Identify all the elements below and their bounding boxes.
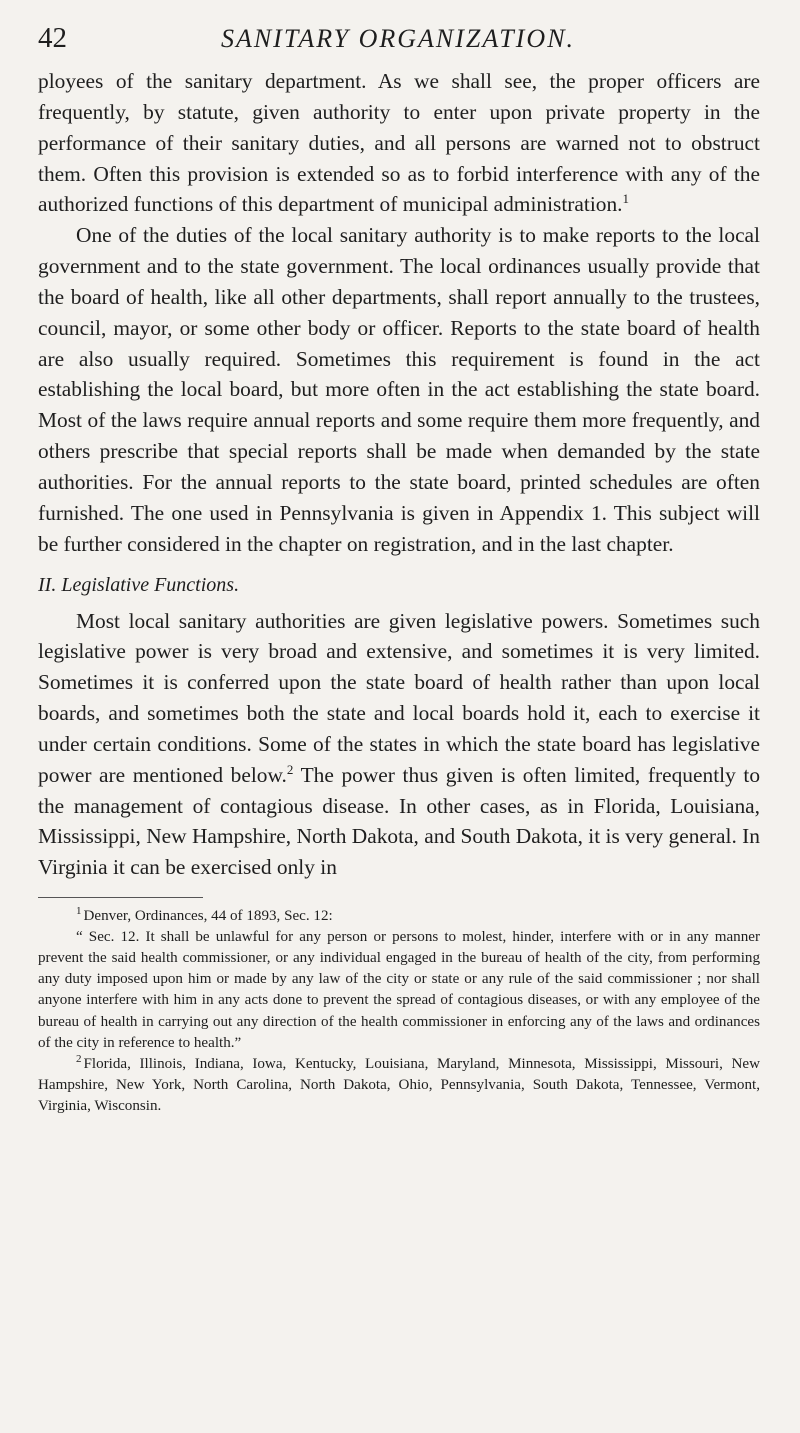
paragraph-reports: One of the duties of the local sanitary authority is to make reports to the local government and to the state government. The local ordinances usually provide that the board of health, like all other departments, shall report annually to the trustees, council, mayor, or some other body or officer. Reports to the state board of health are also usually required. Sometimes this requirement is found in the act establishing the local board, but more often in the act establishing the state board. Most of the laws require annual reports and some require them more frequently, and others prescribe that special reports shall be made when demanded by the state authorities. For the annual reports to the state board, printed schedules are often furnished. The one used in Pennsylvania is given in Appendix 1. This subject will be further considered in the chapter on registration, and in the last chapter.	[38, 223, 760, 556]
footnote-2-text: Florida, Illinois, Indiana, Iowa, Kentucky, Louisiana, Maryland, Minnesota, Mississippi, Missouri, New Hampshire, New York, North Carolina, North Dakota, Ohio, Pennsylvania, South Dakota, Tennessee, Vermont, Virginia, Wisconsin.	[38, 1055, 760, 1114]
footnote-1-quote	[38, 927, 760, 1054]
section-heading	[38, 572, 760, 598]
section-title: Legislative Functions.	[61, 573, 240, 596]
paragraph-continued	[38, 66, 760, 220]
footnote-1	[38, 906, 760, 927]
section-number: II.	[38, 573, 57, 596]
running-head: SANITARY ORGANIZATION.	[220, 24, 576, 53]
footnote-ref-1: 1	[622, 191, 630, 207]
footnote-1-mark: 1	[76, 905, 82, 918]
footnotes	[38, 906, 760, 1117]
paragraph-3-text-b: The power thus given is often limited, frequently to the management of contagious disease. In other cases, as in Florida, Louisiana, Mississippi, New Hampshire, North Dakota, and South Dakota, it is very general. In Virginia it can be exercised only in	[38, 762, 761, 880]
page-header	[38, 14, 758, 54]
page-number: 42	[38, 22, 67, 54]
footnote-2-mark: 2	[76, 1052, 82, 1065]
footnote-quote-text: “ Sec. 12. It shall be unlawful for any person or persons to molest, hinder, interfere with or in any manner prevent the said health commissioner, or any individual engaged in the bureau of health of the city, from performing any duty imposed upon him or made by any law of the city or state or any rule of the said commissioner ; nor shall anyone interfere with him in any acts done to prevent the spread of contagious diseases, or with any employee of the bureau of health in carrying out any direction of the health commissioner in enforcing any of the laws and ordinances of the city in reference to health.”	[38, 929, 760, 1051]
footnote-1-text: Denver, Ordinances, 44 of 1893, Sec. 12:	[83, 908, 333, 925]
main-text	[38, 66, 760, 1117]
footnote-ref-2: 2	[286, 761, 294, 777]
paragraph-3-text-a: Most local sanitary authorities are given legislative powers. Sometimes such legislative power is very broad and extensive, and sometimes it is very limited. Sometimes it is conferred upon the state board of health rather than upon local boards, and sometimes both the state and local boards hold it, each to exercise it under certain conditions. Some of the states in which the state board has legislative power are mentioned below.	[38, 608, 760, 787]
footnote-divider	[38, 897, 203, 898]
paragraph-1-text: ployees of the sanitary department. As we shall see, the proper officers are frequently, by statute, given authority to enter upon private property in the performance of their sanitary duties, and all persons are warned not to obstruct them. Often this provision is extended so as to forbid interference with any of the authorized functions of this department of municipal administration.	[38, 69, 760, 217]
footnote-2	[38, 1054, 760, 1117]
paragraph-legislative	[38, 606, 760, 884]
